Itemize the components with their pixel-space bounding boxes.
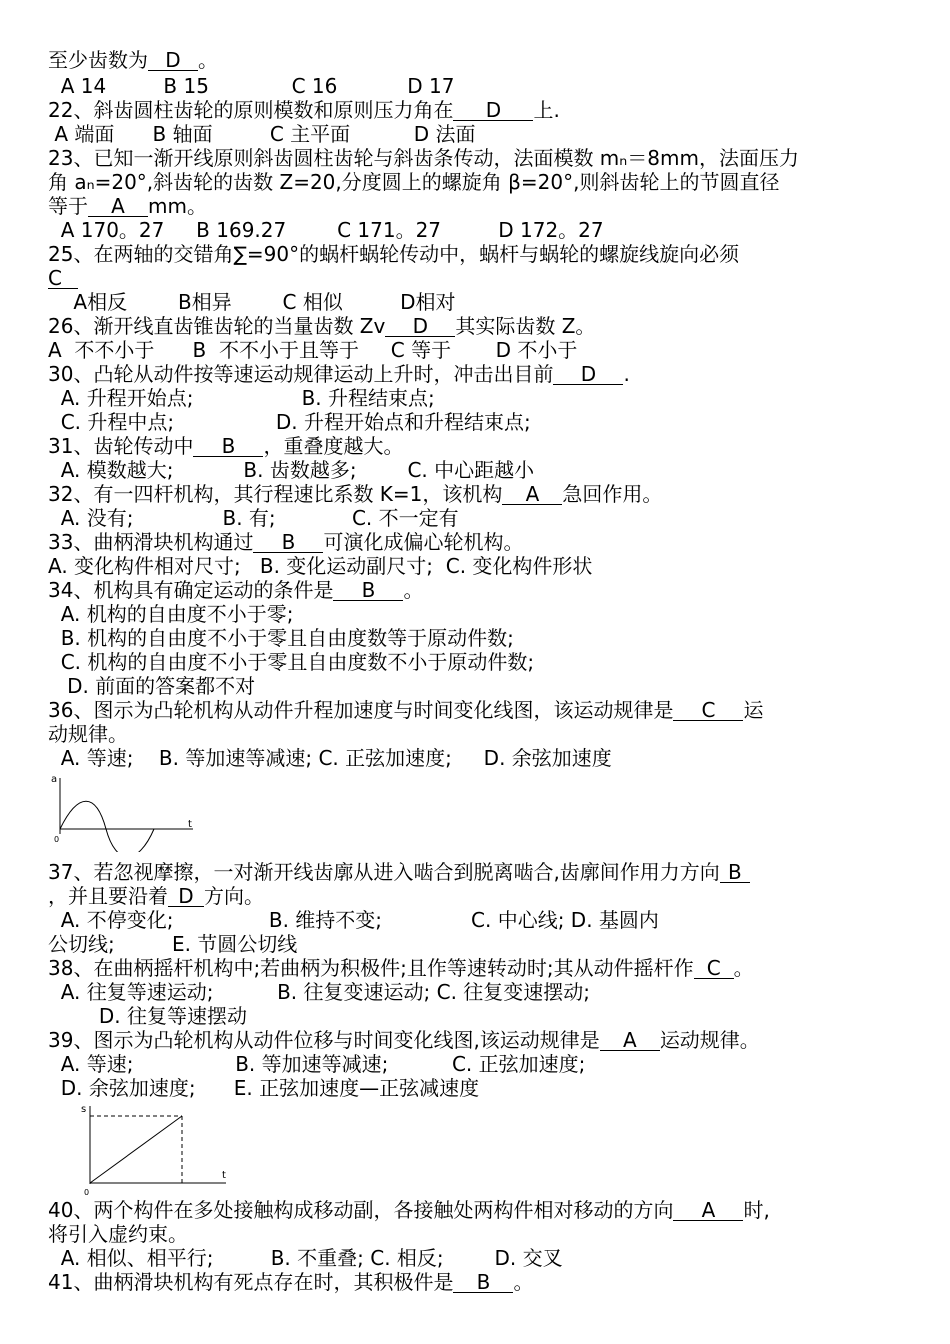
q25-answer-line [48, 266, 78, 290]
q22-answer: D [453, 100, 533, 121]
q32-end: 急回作用。 [562, 482, 663, 506]
q21-stem [48, 48, 218, 72]
q22-options: A 端面 B 轴面 C 主平面 D 法面 [48, 122, 476, 146]
q25-options: A相反 B相异 C 相似 D相对 [48, 290, 456, 314]
q41-end: 。 [513, 1270, 534, 1294]
q31-stem [48, 434, 403, 458]
disp-xlabel: t [222, 1170, 226, 1181]
q26-text: 26、渐开线直齿锥齿轮的当量齿数 Zv [48, 314, 386, 338]
q39-stem [48, 1028, 760, 1052]
q36-options: A. 等速; B. 等加速等减速; C. 正弦加速度; D. 余弦加速度 [48, 746, 612, 770]
q21-options: A 14 B 15 C 16 D 17 [48, 74, 455, 98]
q39-options-1: A. 等速; B. 等加速等减速; C. 正弦加速度; [48, 1052, 586, 1076]
q30-options-2: C. 升程中点; D. 升程开始点和升程结束点; [48, 410, 531, 434]
q40-options: A. 相似、相平行; B. 不重叠; C. 相反; D. 交叉 [48, 1246, 563, 1270]
q32-answer: A [502, 484, 562, 505]
q33-options: A. 变化构件相对尺寸; B. 变化运动副尺寸; C. 变化构件形状 [48, 554, 593, 578]
q38-options-1: A. 往复等速运动; B. 往复变速运动; C. 往复变速摆动; [48, 980, 591, 1004]
q32-text: 32、有一四杆机构，其行程速比系数 K=1，该机构 [48, 482, 503, 506]
q37-stem-2 [48, 884, 264, 908]
q30-options-1: A. 升程开始点; B. 升程结束点; [48, 386, 435, 410]
q34-text: 34、机构具有确定运动的条件是 [48, 578, 334, 602]
q31-options: A. 模数越大; B. 齿数越多; C. 中心距越小 [48, 458, 535, 482]
q37-options-1: A. 不停变化; B. 维持不变; C. 中心线; D. 基圆内 [48, 908, 659, 932]
q38-answer: C [694, 958, 734, 979]
q23-line2: 角 aₙ=20°,斜齿轮的齿数 Z=20,分度圆上的螺旋角 β=20°,则斜齿轮上的节圆直径 [48, 170, 780, 194]
q21-answer: D [148, 50, 198, 71]
acc-origin: 0 [54, 835, 60, 844]
q38-end: 。 [733, 956, 754, 980]
q39-options-2: D. 余弦加速度; E. 正弦加速度—正弦减速度 [48, 1076, 480, 1100]
q26-stem [48, 314, 595, 338]
q23-text: 等于 [48, 194, 88, 218]
q37-options-2: 公切线; E. 节圆公切线 [48, 932, 298, 956]
q38-text: 38、在曲柄摇杆机构中;若曲柄为积极件;且作等速转动时;其从动件摇杆作 [48, 956, 694, 980]
q30-stem [48, 362, 630, 386]
q23-end: mm。 [148, 194, 207, 218]
q37-end: 方向。 [204, 884, 264, 908]
q41-stem [48, 1270, 533, 1294]
q39-text: 39、图示为凸轮机构从动件位移与时间变化线图,该运动规律是 [48, 1028, 600, 1052]
q22-stem [48, 98, 560, 122]
disp-origin: 0 [84, 1188, 90, 1197]
q32-options: A. 没有; B. 有; C. 不一定有 [48, 506, 459, 530]
q30-end: . [623, 362, 630, 386]
q26-end: 其实际齿数 Z。 [455, 314, 596, 338]
q30-text: 30、凸轮从动件按等速运动规律运动上升时，冲击出目前 [48, 362, 554, 386]
q40-text: 40、两个构件在多处接触构成移动副，各接触处两构件相对移动的方向 [48, 1198, 674, 1222]
q40-answer: A [673, 1200, 743, 1221]
q22-text: 22、斜齿圆柱齿轮的原则模数和原则压力角在 [48, 98, 454, 122]
q26-answer: D [385, 316, 455, 337]
q34-answer: B [333, 580, 403, 601]
q33-answer: B [253, 532, 323, 553]
disp-ylabel: s [81, 1104, 87, 1115]
q34-option-b: B. 机构的自由度不小于零且自由度数等于原动件数; [48, 626, 514, 650]
q31-end: ，重叠度越大。 [263, 434, 404, 458]
q37-text: 37、若忽视摩擦，一对渐开线齿廓从进入啮合到脱离啮合,齿廓间作用力方向 [48, 860, 720, 884]
q34-option-a: A. 机构的自由度不小于零; [48, 602, 294, 626]
q34-stem [48, 578, 423, 602]
q40-stem [48, 1198, 770, 1222]
q40-end: 时, [743, 1198, 770, 1222]
q41-text: 41、曲柄滑块机构有死点存在时，其积极件是 [48, 1270, 454, 1294]
q37-stem [48, 860, 750, 884]
q23-line3 [48, 194, 207, 218]
q26-options: A 不不小于 B 不不小于且等于 C 等于 D 不小于 [48, 338, 578, 362]
q31-answer: B [193, 436, 263, 457]
q21-end: 。 [198, 48, 218, 72]
q23-answer: A [88, 196, 148, 217]
q33-end: 可演化成偏心轮机构。 [323, 530, 524, 554]
q25-stem: 25、在两轴的交错角∑=90°的蜗杆蜗轮传动中，蜗杆与蜗轮的螺旋线旋向必须 [48, 242, 740, 266]
q36-stem-2: 动规律。 [48, 722, 128, 746]
q34-end: 。 [403, 578, 424, 602]
q39-answer: A [600, 1030, 660, 1051]
q36-text: 36、图示为凸轮机构从动件升程加速度与时间变化线图，该运动规律是 [48, 698, 674, 722]
acc-xlabel: t [188, 819, 192, 830]
q37-answer-2: D [168, 886, 204, 907]
q22-end: 上. [533, 98, 560, 122]
q34-option-c: C. 机构的自由度不小于零且自由度数不小于原动件数; [48, 650, 535, 674]
q33-text: 33、曲柄滑块机构通过 [48, 530, 254, 554]
q37-answer-1: B [720, 862, 750, 883]
q40-stem-2: 将引入虚约束。 [48, 1222, 188, 1246]
acc-ylabel: a [51, 774, 58, 785]
q21-text: 至少齿数为 [48, 48, 148, 72]
q23-line1: 23、已知一渐开线原则斜齿圆柱齿轮与斜齿条传动，法面模数 mₙ＝8mm，法面压力 [48, 146, 799, 170]
q34-option-d: D. 前面的答案都不对 [48, 674, 256, 698]
q33-stem [48, 530, 523, 554]
acc-sine-curve [60, 801, 154, 852]
q30-answer: D [553, 364, 623, 385]
q37-text-2: ，并且要沿着 [48, 884, 168, 908]
q36-end: 运 [743, 698, 764, 722]
q38-stem [48, 956, 754, 980]
acceleration-diagram [48, 772, 208, 852]
q39-end: 运动规律。 [659, 1028, 760, 1052]
q36-stem [48, 698, 763, 722]
q38-options-2: D. 往复等速摆动 [48, 1004, 247, 1028]
q23-options: A 170。27 B 169.27 C 171。27 D 172。27 [48, 218, 604, 242]
q36-answer: C [673, 700, 743, 721]
q32-stem [48, 482, 662, 506]
q41-answer: B [453, 1272, 513, 1293]
displacement-diagram [78, 1100, 238, 1198]
q31-text: 31、齿轮传动中 [48, 434, 194, 458]
disp-line [90, 1116, 182, 1183]
q25-answer: C [48, 268, 78, 289]
